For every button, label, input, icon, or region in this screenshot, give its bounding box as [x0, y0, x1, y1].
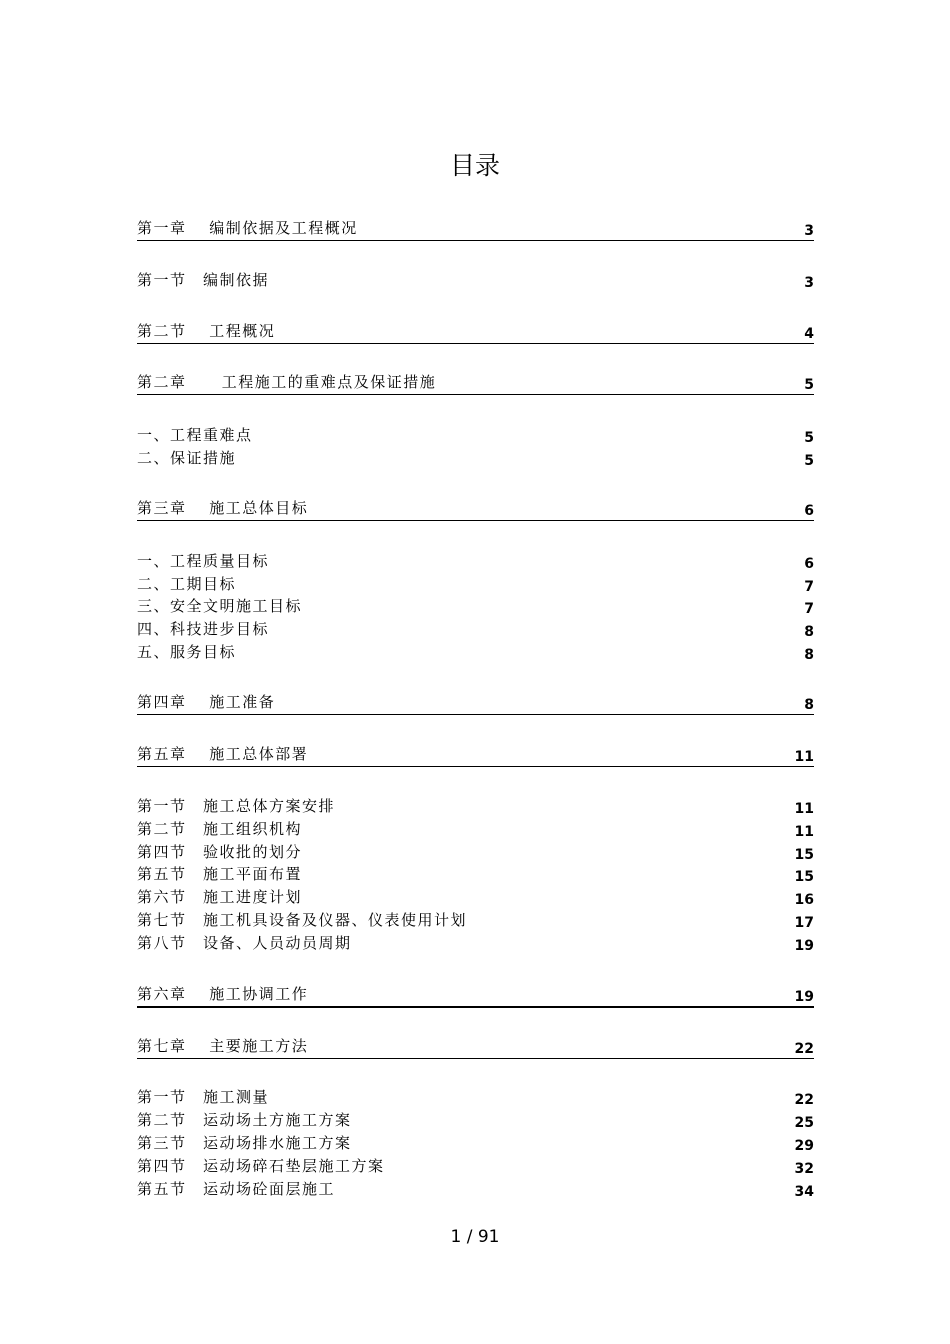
toc-entry-section[interactable] — [137, 842, 814, 864]
toc-entry-item[interactable] — [137, 448, 814, 470]
toc-entry-section-1-2[interactable] — [137, 321, 814, 344]
toc-entry-page: 4 — [804, 326, 814, 342]
toc-entry-page: 7 — [804, 579, 814, 595]
toc-entry-label: 第二节 运动场土方施工方案 — [137, 1111, 352, 1129]
toc-entry-page: 22 — [794, 1092, 814, 1108]
toc-entry-section[interactable] — [137, 796, 814, 818]
toc-entry-label: 第五节 施工平面布置 — [137, 865, 303, 883]
toc-entry-item[interactable] — [137, 596, 814, 618]
page-number: 1 / 91 — [450, 1227, 500, 1247]
toc-entry-label: 第一章 编制依据及工程概况 — [137, 219, 358, 237]
toc-entry-label: 四、科技进步目标 — [137, 620, 270, 638]
toc-entry-page: 19 — [794, 989, 814, 1005]
toc-entry-page: 15 — [794, 869, 814, 885]
toc-entry-label: 第五章 施工总体部署 — [137, 745, 309, 763]
toc-entry-page: 7 — [804, 601, 814, 617]
toc-entry-page: 19 — [794, 938, 814, 954]
toc-entry-page: 8 — [804, 647, 814, 663]
toc-entry-label: 第五节 运动场砼面层施工 — [137, 1180, 336, 1198]
toc-entry-label: 第二节 施工组织机构 — [137, 820, 303, 838]
toc-entry-page: 8 — [804, 697, 814, 713]
toc-entry-section[interactable] — [137, 819, 814, 841]
toc-entry-page: 16 — [794, 892, 814, 908]
toc-entry-label: 五、服务目标 — [137, 643, 237, 661]
toc-entry-label: 第二章 工程施工的重难点及保证措施 — [137, 373, 437, 391]
toc-entry-page: 32 — [794, 1161, 814, 1177]
toc-entry-label: 二、保证措施 — [137, 449, 237, 467]
toc-entry-section[interactable] — [137, 933, 814, 955]
toc-entry-page: 8 — [804, 624, 814, 640]
toc-entry-page: 29 — [794, 1138, 814, 1154]
toc-entry-label: 第三章 施工总体目标 — [137, 499, 309, 517]
toc-entry-section[interactable] — [137, 1156, 814, 1178]
toc-entry-item[interactable] — [137, 551, 814, 573]
toc-title: 目录 — [449, 151, 500, 180]
toc-entry-label: 第一节 编制依据 — [137, 271, 270, 289]
toc-entry-label: 第八节 设备、人员动员周期 — [137, 934, 352, 952]
toc-entry-chapter-7[interactable] — [137, 1036, 814, 1059]
toc-entry-item[interactable] — [137, 574, 814, 596]
toc-entry-label: 第一节 施工总体方案安排 — [137, 797, 336, 815]
toc-entry-page: 6 — [804, 503, 814, 519]
toc-entry-page: 6 — [804, 556, 814, 572]
toc-entry-page: 5 — [804, 453, 814, 469]
toc-entry-label: 第四节 运动场碎石垫层施工方案 — [137, 1157, 385, 1175]
toc-entry-page: 3 — [804, 223, 814, 239]
toc-entry-page: 17 — [794, 915, 814, 931]
toc-entry-item[interactable] — [137, 619, 814, 641]
toc-entry-section[interactable] — [137, 864, 814, 886]
toc-entry-page: 25 — [794, 1115, 814, 1131]
toc-entry-section[interactable] — [137, 1087, 814, 1109]
toc-entry-label: 第四节 验收批的划分 — [137, 843, 303, 861]
toc-entry-chapter-1[interactable] — [137, 218, 814, 241]
toc-entry-page: 34 — [794, 1184, 814, 1200]
toc-entry-chapter-3[interactable] — [137, 498, 814, 521]
toc-entry-item[interactable] — [137, 642, 814, 664]
toc-entry-page: 5 — [804, 430, 814, 446]
toc-entry-section[interactable] — [137, 910, 814, 932]
toc-entry-page: 15 — [794, 847, 814, 863]
toc-entry-label: 第三节 运动场排水施工方案 — [137, 1134, 352, 1152]
toc-entry-label: 第七章 主要施工方法 — [137, 1037, 309, 1055]
toc-entry-label: 二、工期目标 — [137, 575, 237, 593]
toc-entry-label: 第七节 施工机具设备及仪器、仪表使用计划 — [137, 911, 468, 929]
toc-entry-page: 11 — [794, 801, 814, 817]
toc-entry-label: 第一节 施工测量 — [137, 1088, 270, 1106]
toc-entry-section[interactable] — [137, 887, 814, 909]
toc-entry-label: 三、安全文明施工目标 — [137, 597, 303, 615]
toc-entry-page: 11 — [794, 749, 814, 765]
toc-entry-chapter-5[interactable] — [137, 744, 814, 767]
toc-entry-label: 一、工程质量目标 — [137, 552, 270, 570]
toc-entry-page: 11 — [794, 824, 814, 840]
toc-entry-page: 5 — [804, 377, 814, 393]
toc-entry-section-1-1[interactable] — [137, 270, 814, 292]
toc-entry-page: 22 — [794, 1041, 814, 1057]
toc-entry-chapter-2[interactable] — [137, 372, 814, 395]
toc-entry-label: 第六节 施工进度计划 — [137, 888, 303, 906]
toc-entry-section[interactable] — [137, 1110, 814, 1132]
toc-entry-item[interactable] — [137, 425, 814, 447]
toc-entry-label: 一、工程重难点 — [137, 426, 253, 444]
toc-entry-chapter-4[interactable] — [137, 692, 814, 715]
toc-entry-page: 3 — [804, 275, 814, 291]
toc-entry-section[interactable] — [137, 1133, 814, 1155]
toc-entry-section[interactable] — [137, 1179, 814, 1201]
toc-entry-label: 第二节 工程概况 — [137, 322, 276, 340]
toc-entry-label: 第四章 施工准备 — [137, 693, 276, 711]
toc-entry-chapter-6[interactable] — [137, 984, 814, 1008]
toc-entry-label: 第六章 施工协调工作 — [137, 985, 309, 1003]
